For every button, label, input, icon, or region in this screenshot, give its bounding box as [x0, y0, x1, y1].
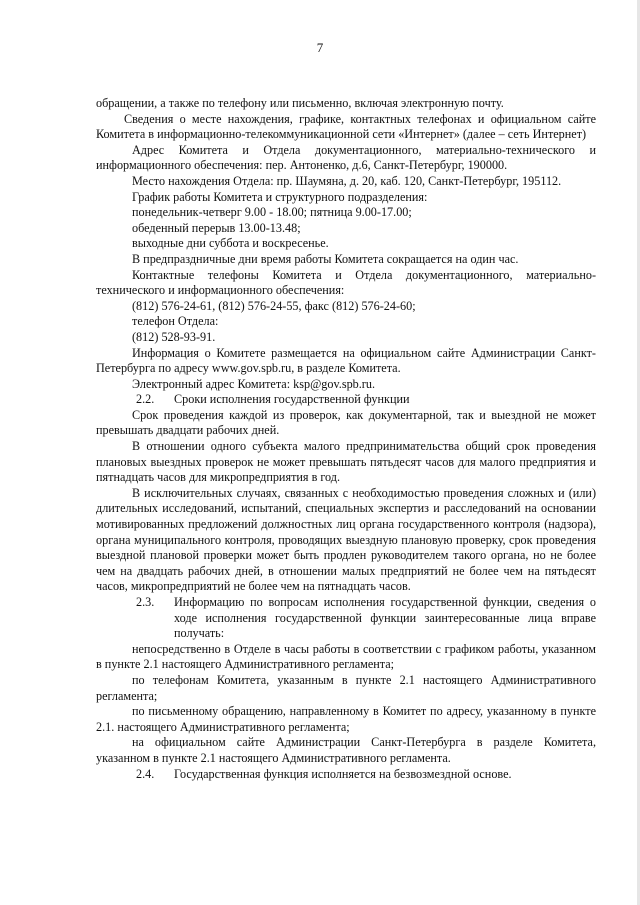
paragraph: по телефонам Комитета, указанным в пункте 2.1 настоящего Административного регламента; [96, 672, 596, 703]
paragraph: на официальном сайте Администрации Санкт-Петербурга в разделе Комитета, указанном в пункте 2.1 настоящего Административного регламента. [96, 735, 596, 765]
page-number: 7 [316, 40, 324, 55]
section-number: 2.2. [136, 392, 155, 407]
paragraph: (812) 576-24-61, (812) 576-24-55, факс (812) 576-24-60; [132, 298, 416, 313]
paragraph: В предпраздничные дни время работы Комитета сокращается на один час. [132, 251, 519, 266]
section-number: 2.4. [136, 766, 155, 781]
paragraph: обращении, а также по телефону или письменно, включая электронную почту. [96, 96, 504, 110]
section-title: Информацию по вопросам исполнения государственной функции, сведения о ходе исполнения государственной функции заинтересованные лица вправе получать: [174, 595, 596, 641]
paragraph: Место нахождения Отдела: пр. Шаумяна, д. 20, каб. 120, Санкт-Петербург, 195112. [132, 173, 562, 188]
paragraph: Срок проведения каждой из проверок, как документарной, так и выездной не может превышать двадцати рабочих дней. [96, 407, 596, 438]
section-heading [96, 392, 596, 408]
paragraph: Адрес Комитета и Отдела документационного, материально-технического и информационного обеспечения: пер. Антоненко, д.6, Санкт-Петербург, 190000. [96, 142, 596, 173]
paragraph: Сведения о месте нахождения, графике, контактных телефонах и официальном сайте Комитета в информационно-телекоммуникационной сети «Интернет» (далее – сеть Интернет) [96, 111, 596, 142]
paragraph: (812) 528-93-91. [132, 329, 216, 344]
paragraph: понедельник-четверг 9.00 - 18.00; пятница 9.00-17.00; [132, 205, 412, 220]
section-title: Государственная функция исполняется на безвозмездной основе. [174, 766, 512, 781]
paragraph: выходные дни суббота и воскресенье. [132, 236, 329, 251]
paragraph: обеденный перерыв 13.00-13.48; [132, 220, 301, 235]
paragraph: В исключительных случаях, связанных с необходимостью проведения сложных и (или) длительных исследований, испытаний, специальных экспертиз и расследований на основании мотивированных предложений должностных лиц органа государственного контроля (надзора), органа муниципального контроля, проводящих выездную плановую проверку, срок проведения выездной плановой проверки может быть продлен руководителем такого органа, но не более чем на двадцать рабочих дней, в отношении малых предприятий не более чем на пятьдесят часов, микропредприятий не более чем на пятнадцать часов. [96, 485, 596, 594]
paragraph: В отношении одного субъекта малого предпринимательства общий срок проведения плановых выездных проверок не может превышать пятьдесят часов для малого предприятия и пятнадцать часов для микропредприятия в год. [96, 439, 596, 485]
paragraph: График работы Комитета и структурного подразделения: [132, 189, 428, 204]
paragraph: по письменному обращению, направленному в Комитет по адресу, указанному в пункте 2.1. настоящего Административного регламента; [96, 704, 596, 734]
section-heading [96, 595, 596, 642]
paragraph: телефон Отдела: [132, 314, 219, 329]
paragraph: Контактные телефоны Комитета и Отдела документационного, материально-технического и информационного обеспечения: [96, 267, 596, 298]
paragraph: непосредственно в Отделе в часы работы в соответствии с графиком работы, указанном в пункте 2.1 настоящего Административного регламента; [96, 641, 596, 672]
paragraph: Информация о Комитете размещается на официальном сайте Администрации Санкт-Петербурга по адресу www.gov.spb.ru, в разделе Комитета. [96, 345, 596, 376]
paragraph: Электронный адрес Комитета: ksp@gov.spb.ru. [132, 376, 376, 391]
section-number: 2.3. [136, 595, 155, 609]
document-body [96, 96, 596, 782]
section-title: Сроки исполнения государственной функции [174, 392, 410, 407]
section-heading [96, 767, 596, 783]
